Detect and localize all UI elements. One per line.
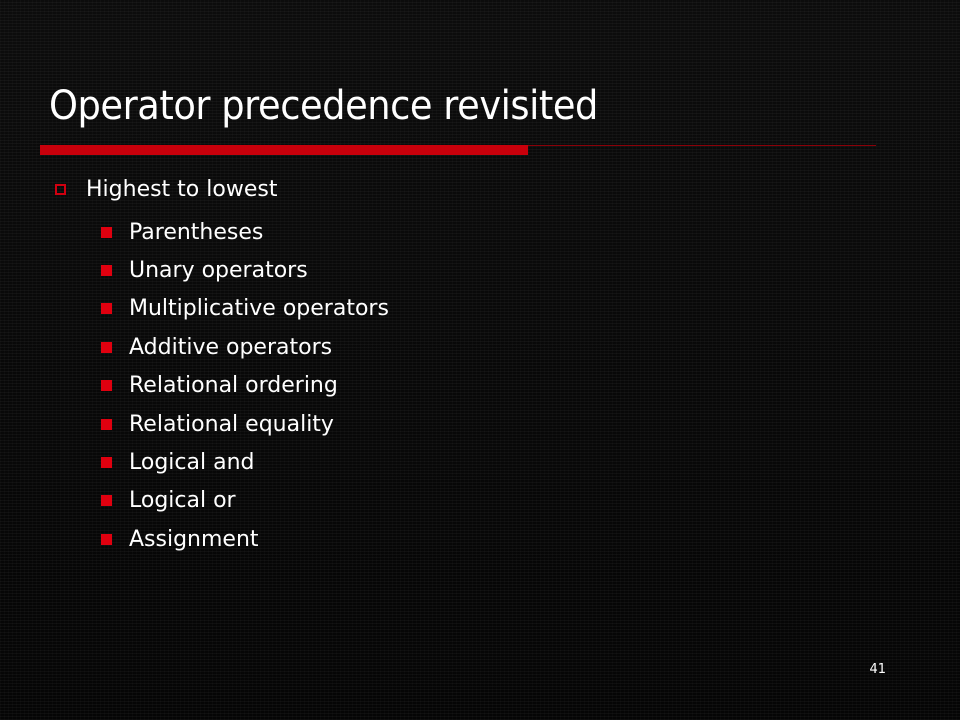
sub-bullet-text: Additive operators (129, 334, 333, 360)
slide-title: Operator precedence revisited (49, 83, 598, 129)
sub-bullet-list (101, 213, 389, 559)
sub-bullet-item (101, 443, 389, 481)
sub-bullet-text: Parentheses (129, 219, 264, 245)
sub-bullet-text: Assignment (129, 526, 259, 552)
main-bullet-text: Highest to lowest (86, 176, 278, 202)
sub-bullet-item (101, 328, 389, 366)
filled-square-bullet-icon (101, 303, 112, 314)
sub-bullet-item (101, 290, 389, 328)
sub-bullet-item (101, 520, 389, 558)
filled-square-bullet-icon (101, 342, 112, 353)
sub-bullet-item (101, 251, 389, 289)
page-number: 41 (869, 662, 886, 677)
filled-square-bullet-icon (101, 265, 112, 276)
title-underline-thin (528, 145, 876, 146)
filled-square-bullet-icon (101, 380, 112, 391)
sub-bullet-text: Logical and (129, 450, 255, 476)
main-bullet (55, 175, 277, 203)
sub-bullet-item (101, 367, 389, 405)
sub-bullet-text: Logical or (129, 488, 236, 514)
filled-square-bullet-icon (101, 495, 112, 506)
sub-bullet-text: Multiplicative operators (129, 296, 389, 322)
hollow-square-bullet-icon (55, 184, 66, 195)
filled-square-bullet-icon (101, 227, 112, 238)
filled-square-bullet-icon (101, 534, 112, 545)
sub-bullet-text: Relational equality (129, 411, 334, 437)
sub-bullet-text: Unary operators (129, 258, 308, 284)
sub-bullet-item (101, 405, 389, 443)
filled-square-bullet-icon (101, 457, 112, 468)
sub-bullet-item (101, 213, 389, 251)
filled-square-bullet-icon (101, 419, 112, 430)
sub-bullet-text: Relational ordering (129, 373, 338, 399)
sub-bullet-item (101, 482, 389, 520)
title-underline-thick (40, 145, 528, 155)
